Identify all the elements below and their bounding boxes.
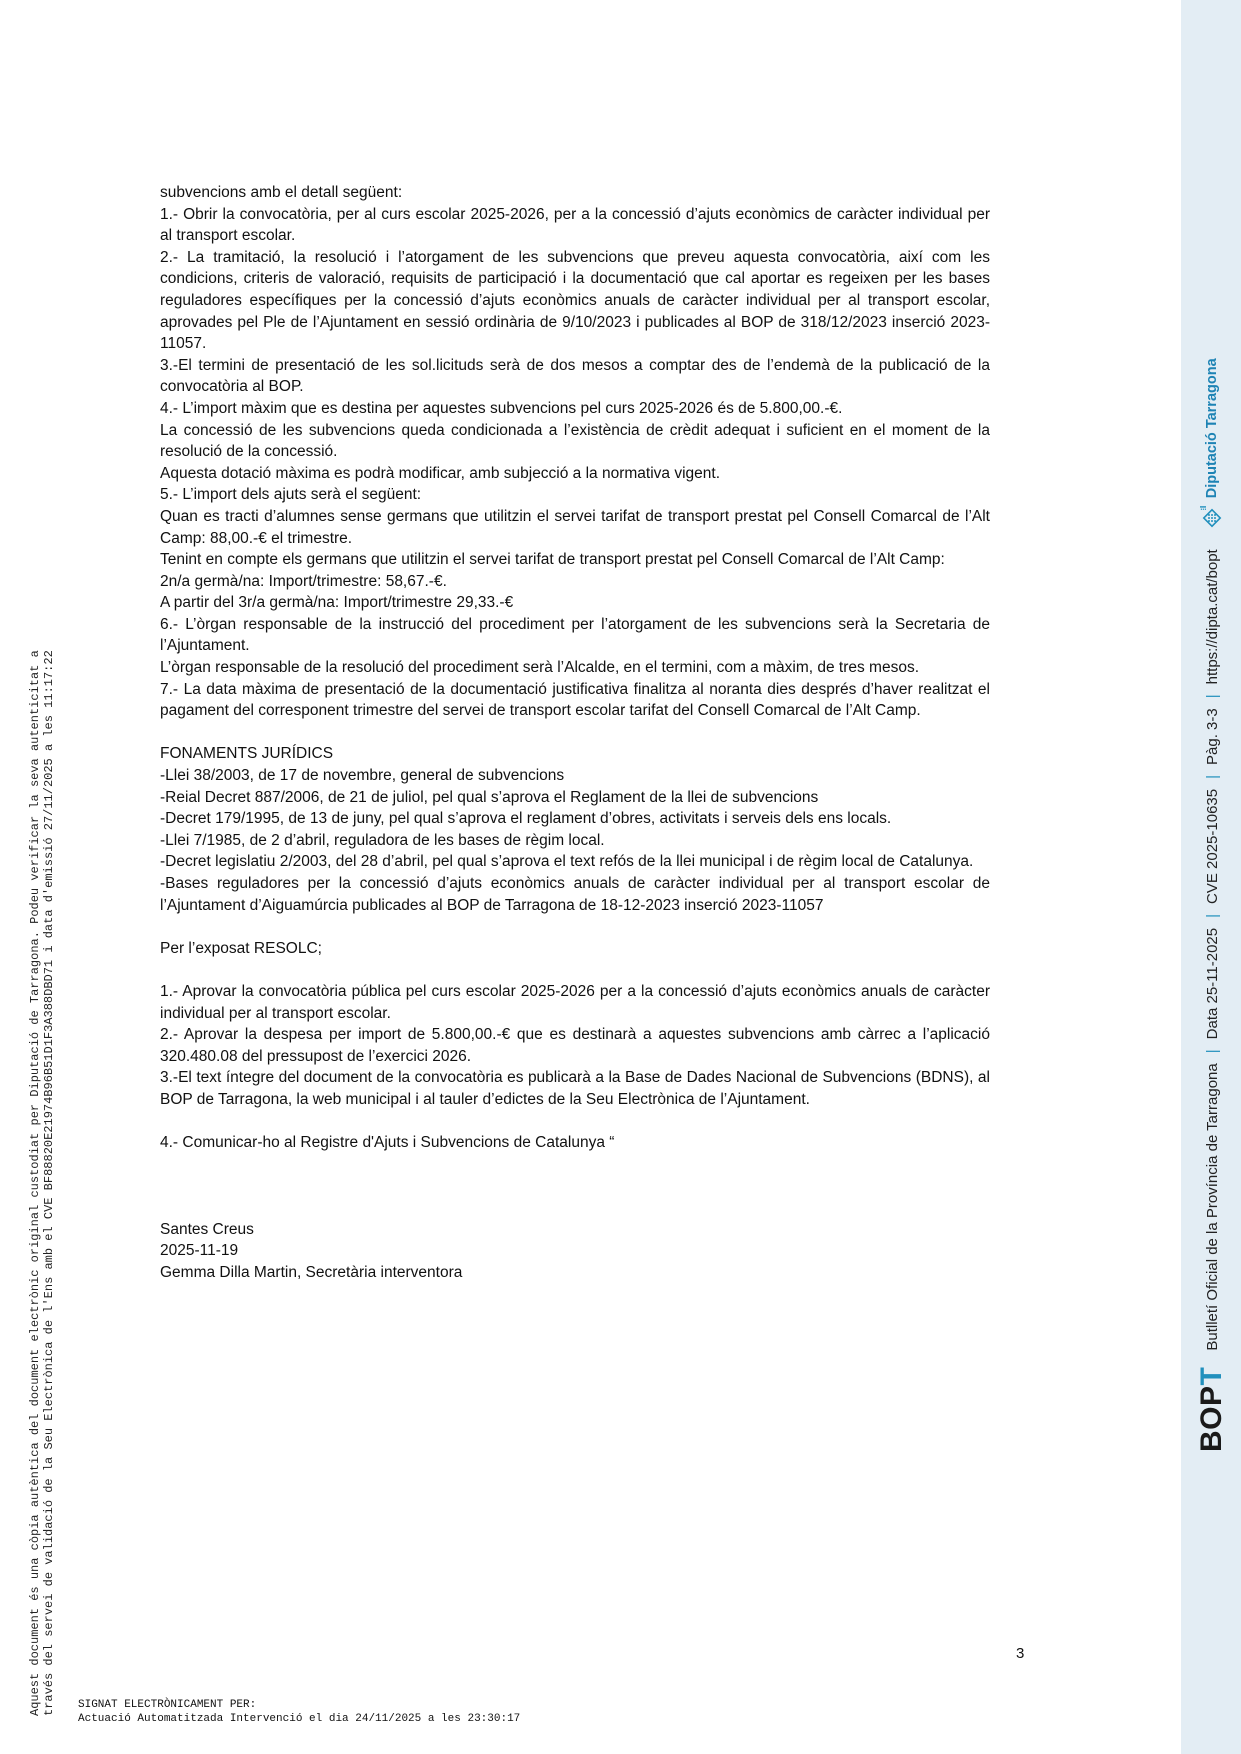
paragraph: Gemma Dilla Martin, Secretària interventora (160, 1263, 463, 1281)
page-range: Pàg. 3-3 (1203, 708, 1221, 765)
paragraph: -Decret 179/1995, de 13 de juny, pel qual s’aprova el reglament d’obres, activitats i serveis dels ens locals. (160, 810, 892, 828)
paragraph: 4.- L’import màxim que es destina per aquestes subvencions pel curs 2025-2026 és de 5.800,00.-€. (160, 399, 843, 417)
diputacio-tarragona-label: Diputació Tarragona (1204, 358, 1220, 499)
paragraph: 3.-El termini de presentació de les sol.licituds serà de dos mesos a comptar des de l’endemà de la publicació de la convocatòria al BOP. (160, 356, 990, 396)
paragraph (160, 916, 990, 938)
separator: | (1203, 913, 1221, 918)
paragraph: 1.- Aprovar la convocatòria pública pel curs escolar 2025-2026 per a la concessió d’ajuts econòmics anuals de caràcter individual per al transport escolar. (160, 982, 990, 1022)
paragraph: -Reial Decret 887/2006, de 21 de juliol, pel qual s’aprova el Reglament de la llei de subvencions (160, 788, 819, 806)
separator: | (1203, 1049, 1221, 1054)
paragraph (160, 1154, 990, 1176)
paragraph: -Llei 7/1985, de 2 d’abril, reguladora de les bases de règim local. (160, 831, 605, 849)
paragraph: L’òrgan responsable de la resolució del procediment serà l’Alcalde, en el termini, com a màxim, de tres mesos. (160, 659, 920, 677)
diputacio-tarragona-diamond-icon (1199, 505, 1225, 531)
authenticity-note-line2: través del servei de validació de la Seu Electrònica de l'Ens amb el CVE BF88820E21974B96B51D1F3A388DBD71 i data d'emissió 27/11/2025 a les 11:17:22 (41, 650, 56, 1716)
paragraph: 2025-11-19 (160, 1242, 239, 1260)
paragraph (160, 1175, 990, 1197)
document-body (160, 182, 990, 1283)
paragraph: 2.- Aprovar la despesa per import de 5.800,00.-€ que es destinarà a aquestes subvencions amb càrrec a l’aplicació 320.480.08 del pressupost de l’exercici 2026. (160, 1026, 990, 1065)
paragraph: Tenint en compte els germans que utilitzin el servei tarifat de transport prestat pel Consell Comarcal de l’Alt Camp: (160, 551, 945, 569)
paragraph: Per l’exposat RESOLC; (160, 939, 322, 957)
paragraph: 4.- Comunicar-ho al Registre d'Ajuts i Subvencions de Catalunya “ (160, 1134, 615, 1152)
paragraph: Quan es tracti d’alumnes sense germans que utilitzin el servei tarifat de transport prestat pel Consell Comarcal de l’Alt Camp: 88,00.-€ el trimestre. (160, 507, 990, 547)
paragraph (160, 722, 990, 744)
paragraph: FONAMENTS JURÍDICS (160, 745, 334, 763)
publication-date: Data 25-11-2025 (1203, 927, 1221, 1040)
paragraph: Aquesta dotació màxima es podrà modificar, amb subjecció a la normativa vigent. (160, 464, 721, 482)
page-number: 3 (1016, 1645, 1025, 1662)
paragraph: 6.- L’òrgan responsable de la instrucció del procediment per l’atorgament de les subvencions serà la Secretaria de l’Ajuntament. (160, 615, 990, 655)
paragraph: 1.- Obrir la convocatòria, per al curs escolar 2025-2026, per a la concessió d’ajuts econòmics de caràcter individual per al transport escolar. (160, 205, 990, 245)
paragraph (160, 1197, 990, 1219)
paragraph: 2.- La tramitació, la resolució i l’atorgament de les subvencions que preveu aquesta convocatòria, així com les condicions, criteris de valoració, requisits de participació i la documentació que cal aportar es regeixen per les bases reguladores específiques per la concessió d’ajuts econòmics anuals de caràcter individual per al transport escolar, aprovades pel Ple de l’Ajuntament en sessió ordinària de 9/10/2023 i publicades al BOP de 318/12/2023 inserció 2023-11057. (160, 248, 990, 353)
paragraph: -Decret legislatiu 2/2003, del 28 d’abril, pel qual s’aprova el text refós de la llei municipal i de règim local de Catalunya. (160, 853, 974, 871)
paragraph: -Bases reguladores per la concessió d’ajuts econòmics anuals de caràcter individual per al transport escolar de l’Ajuntament d’Aiguamúrcia publicades al BOP de Tarragona de 18-12-2023 inserció 2023-11057 (160, 875, 990, 914)
cve-code: CVE 2025-10635 (1203, 788, 1221, 904)
paragraph: subvencions amb el detall següent: (160, 184, 403, 201)
signature-footer (78, 1699, 520, 1726)
paragraph (160, 1111, 990, 1133)
bopt-sidebar-content (1185, 0, 1239, 1754)
separator: | (1203, 774, 1221, 779)
paragraph: Santes Creus (160, 1220, 254, 1238)
paragraph: 3.-El text íntegre del document de la convocatòria es publicarà a la Base de Dades Nacional de Subvencions (BDNS), al BOP de Tarragona, la web municipal i al tauler d’edictes de la Seu Electrònica de l’Ajuntament. (160, 1069, 990, 1108)
separator: | (1203, 694, 1221, 699)
paragraph: 7.- La data màxima de presentació de la documentació justificativa finalitza al noranta dies després d’haver realitzat el pagament del corresponent trimestre del servei de transport escolar tarifat del Consell Comarcal de l’Alt Camp. (160, 680, 990, 720)
bopt-url: https://dipta.cat/bopt (1203, 549, 1221, 685)
bopt-logo-black: BOP (1195, 1385, 1228, 1452)
signature-footer-line2: Actuació Automatitzada Intervenció el dia 24/11/2025 a les 23:30:17 (78, 1712, 521, 1725)
paragraph: 5.- L’import dels ajuts serà el següent: (160, 486, 422, 504)
paragraph: La concessió de les subvencions queda condicionada a l’existència de crèdit adequat i suficient en el moment de la resolució de la concessió. (160, 421, 990, 461)
bopt-logo (1195, 1367, 1229, 1452)
paragraph: -Llei 38/2003, de 17 de novembre, general de subvencions (160, 767, 565, 785)
bulletin-name: Butlletí Oficial de la Província de Tarragona (1203, 1063, 1221, 1351)
paragraph: A partir del 3r/a germà/na: Import/trimestre 29,33.-€ (160, 594, 514, 612)
paragraph (160, 959, 990, 981)
signature-footer-line1: SIGNAT ELECTRÒNICAMENT PER: (78, 1699, 257, 1711)
paragraph: 2n/a germà/na: Import/trimestre: 58,67.-€. (160, 572, 447, 590)
authenticity-note (29, 604, 56, 1716)
bopt-logo-blue: T (1195, 1366, 1228, 1386)
authenticity-note-line1: Aquest document és una còpia autèntica del document electrònic original custodiat per Diputació de Tarragona. Podeu verificar la seva autenticitat a (28, 650, 42, 1716)
